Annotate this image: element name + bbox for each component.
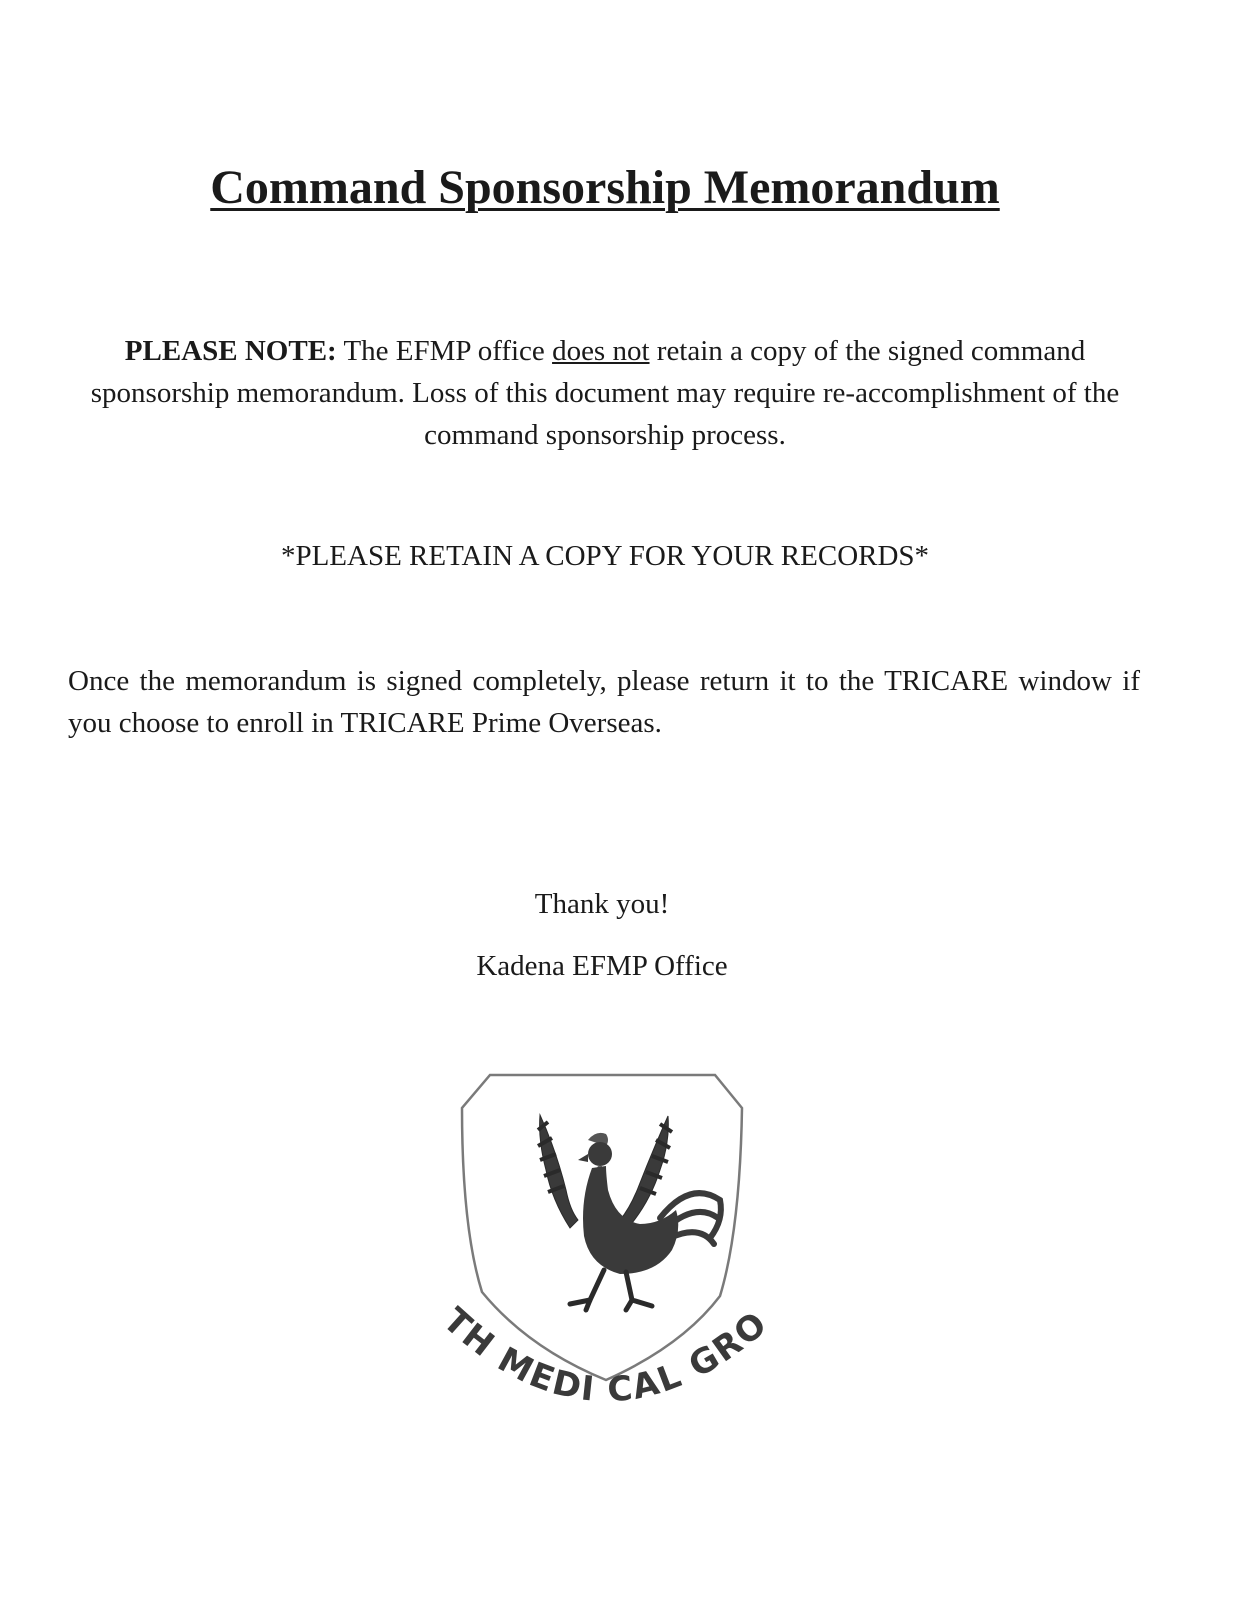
please-note-paragraph: [66, 330, 1144, 456]
document-title: Command Sponsorship Memorandum: [210, 161, 1000, 214]
signature-office: Kadena EFMP Office: [476, 950, 728, 982]
retain-notice: *PLEASE RETAIN A COPY FOR YOUR RECORDS*: [280, 540, 930, 572]
return-instructions: Once the memorandum is signed completely, please return it to the TRICARE window if you choose to enroll in TRICARE Prime Overseas.: [68, 665, 1140, 739]
note-text-before: The EFMP office: [336, 335, 553, 367]
closing-thanks: Thank you!: [534, 888, 670, 920]
rooster-shield-emblem-icon: [420, 1060, 800, 1440]
please-note-label: PLEASE NOTE:: [124, 335, 337, 367]
emblem-caption: TH MEDI CAL GRO: [435, 1300, 776, 1411]
note-text-after: retain a copy of the signed command sponsorship memorandum. Loss of this document may require re-accomplishment of the command sponsorship process.: [90, 335, 1120, 451]
note-underlined-text: does not: [552, 335, 650, 367]
